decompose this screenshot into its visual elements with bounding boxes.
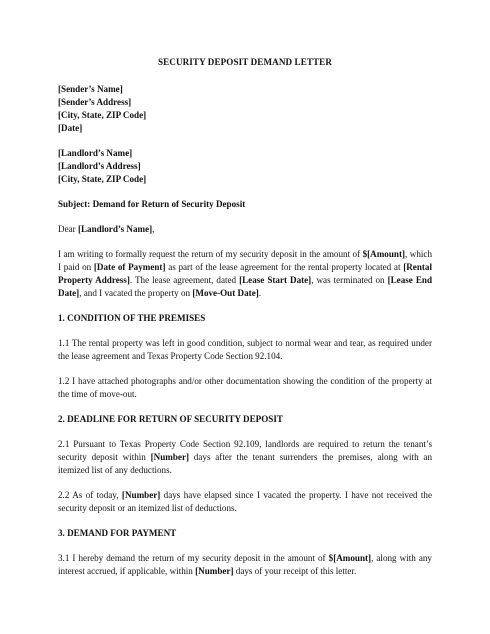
intro-text: , which I paid on bbox=[58, 249, 432, 272]
number-placeholder: [Number] bbox=[195, 566, 234, 576]
move-out-placeholder: [Move-Out Date] bbox=[192, 288, 259, 298]
section-text: days of your receipt of this letter. bbox=[233, 566, 357, 576]
intro-paragraph bbox=[58, 248, 432, 300]
payment-date-placeholder: [Date of Payment] bbox=[93, 262, 166, 272]
intro-text: , and I vacated the property on bbox=[79, 288, 193, 298]
landlord-name: [Landlord’s Name] bbox=[58, 148, 133, 158]
salutation bbox=[58, 223, 432, 236]
intro-text: . bbox=[258, 288, 262, 298]
deposit-amount-placeholder: $[Amount] bbox=[362, 249, 406, 259]
number-placeholder: [Number] bbox=[121, 490, 161, 500]
lease-start-placeholder: [Lease Start Date] bbox=[239, 275, 312, 285]
landlord-block bbox=[58, 147, 432, 186]
section-2-2 bbox=[58, 489, 432, 515]
section-1-heading: 1. CONDITION OF THE PREMISES bbox=[58, 313, 206, 323]
section-text: 2.2 As of today, bbox=[58, 490, 122, 500]
subject-line: Subject: Demand for Return of Security Deposit bbox=[58, 199, 246, 209]
section-text: , along with any interest accrued, if applicable, within bbox=[58, 553, 432, 576]
sender-name: [Sender’s Name] bbox=[58, 84, 123, 94]
intro-text: as part of the lease agreement for the rental property located at bbox=[165, 262, 404, 272]
deposit-amount-placeholder: $[Amount] bbox=[328, 553, 372, 563]
property-address-placeholder: [Rental Property Address] bbox=[58, 262, 432, 285]
section-3-1 bbox=[58, 552, 432, 578]
sender-address: [Sender’s Address] bbox=[58, 97, 132, 107]
letter-body bbox=[58, 56, 432, 590]
sender-date: [Date] bbox=[58, 123, 83, 133]
document-title: SECURITY DEPOSIT DEMAND LETTER bbox=[157, 57, 333, 67]
landlord-city: [City, State, ZIP Code] bbox=[58, 174, 147, 184]
section-text: 3.1 I hereby demand the return of my security deposit in the amount of bbox=[58, 553, 329, 563]
section-text: days after the tenant surrenders the premises, along with an itemized list of any deductions. bbox=[58, 452, 432, 475]
section-1-1: 1.1 The rental property was left in good condition, subject to normal wear and tear, as required under the lease agreement and Texas Property Code Section 92.104. bbox=[58, 338, 432, 361]
landlord-address: [Landlord’s Address] bbox=[58, 161, 141, 171]
section-1-2: 1.2 I have attached photographs and/or other documentation showing the condition of the property at the time of move-out. bbox=[58, 376, 432, 399]
lease-end-placeholder: [Lease End Date] bbox=[58, 275, 432, 298]
salutation-suffix: , bbox=[152, 224, 155, 234]
salutation-prefix: Dear bbox=[58, 224, 78, 234]
sender-city: [City, State, ZIP Code] bbox=[58, 110, 147, 120]
section-2-heading: 2. DEADLINE FOR RETURN OF SECURITY DEPOSIT bbox=[58, 414, 283, 424]
section-text: 2.1 Pursuant to Texas Property Code Section 92.109, landlords are required to return the tenant’s security deposit within bbox=[58, 439, 432, 462]
sender-block bbox=[58, 83, 432, 135]
intro-text: , was terminated on bbox=[311, 275, 388, 285]
section-2-1 bbox=[58, 438, 432, 477]
salutation-name: [Landlord’s Name] bbox=[77, 224, 153, 234]
section-text: days have elapsed since I vacated the property. I have not received the security deposit or an itemized list of deductions. bbox=[58, 490, 433, 513]
intro-text: I am writing to formally request the return of my security deposit in the amount of bbox=[58, 249, 363, 259]
section-3-heading: 3. DEMAND FOR PAYMENT bbox=[58, 528, 177, 538]
number-placeholder: [Number] bbox=[150, 452, 190, 462]
intro-text: . The lease agreement, dated bbox=[129, 275, 240, 285]
